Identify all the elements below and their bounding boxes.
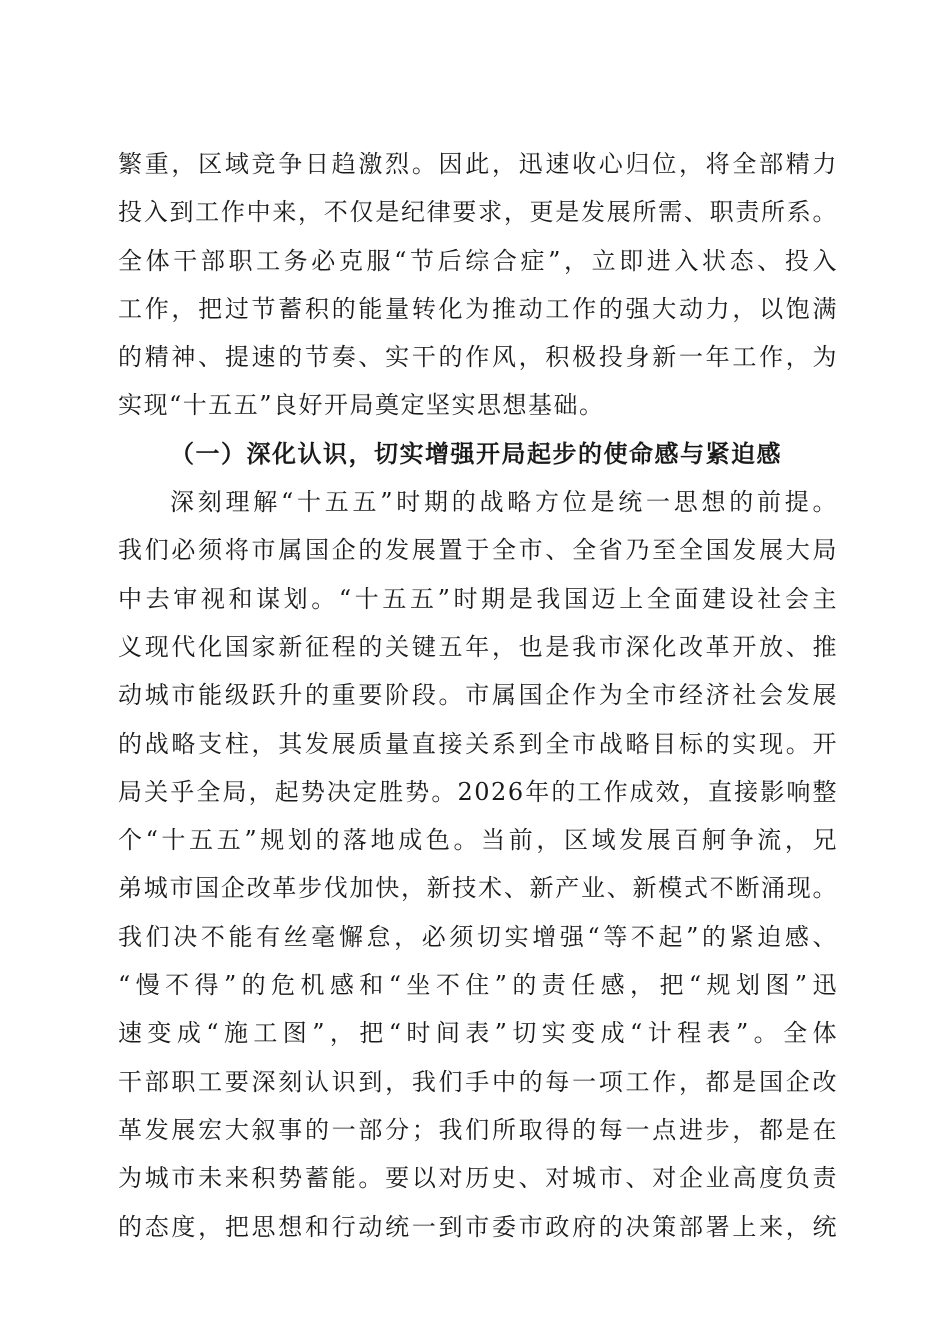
text-line: 革发展宏大叙事的一部分；我们所取得的每一点进步，都是在 — [118, 1115, 838, 1144]
text-line: 的战略支柱，其发展质量直接关系到全市战略目标的实现。开 — [118, 729, 838, 758]
text-line: 弟城市国企改革步伐加快，新技术、新产业、新模式不断涌现。 — [118, 874, 838, 903]
text-line: 为城市未来积势蓄能。要以对历史、对城市、对企业高度负责 — [118, 1164, 838, 1193]
text-line: 深刻理解“十五五”时期的战略方位是统一思想的前提。 — [170, 488, 838, 517]
text-line: 个“十五五”规划的落地成色。当前，区域发展百舸争流，兄 — [118, 826, 838, 855]
text-line: 繁重，区域竞争日趋激烈。因此，迅速收心归位，将全部精力 — [118, 150, 838, 178]
text-line: 的态度，把思想和行动统一到市委市政府的决策部署上来，统 — [118, 1212, 838, 1241]
text-line: “慢不得”的危机感和“坐不住”的责任感，把“规划图”迅 — [118, 971, 838, 1000]
text-line: 全体干部职工务必克服“节后综合症”，立即进入状态、投入 — [118, 246, 838, 275]
text-line: 速变成“施工图”，把“时间表”切实变成“计程表”。全体 — [118, 1019, 838, 1048]
text-line: 中去审视和谋划。“十五五”时期是我国迈上全面建设社会主 — [118, 584, 838, 613]
text-line: 局关乎全局，起势决定胜势。2026年的工作成效，直接影响整 — [118, 777, 838, 806]
text-line: 的精神、提速的节奏、实干的作风，积极投身新一年工作，为 — [118, 343, 838, 372]
paragraph-continuation — [118, 140, 838, 430]
text-line: 投入到工作中来，不仅是纪律要求，更是发展所需、职责所系。 — [118, 198, 838, 227]
section-heading: （一）深化认识，切实增强开局起步的使命感与紧迫感 — [170, 439, 782, 468]
paragraph-body — [118, 478, 838, 1251]
document-body — [118, 140, 838, 1251]
text-line: 工作，把过节蓄积的能量转化为推动工作的强大动力，以饱满 — [118, 294, 838, 323]
text-line: 我们决不能有丝毫懈怠，必须切实增强“等不起”的紧迫感、 — [118, 922, 838, 951]
text-line: 实现“十五五”良好开局奠定坚实思想基础。 — [118, 391, 605, 420]
text-line: 我们必须将市属国企的发展置于全市、全省乃至全国发展大局 — [118, 536, 838, 565]
text-line: 干部职工要深刻认识到，我们手中的每一项工作，都是国企改 — [118, 1067, 838, 1096]
text-line: 义现代化国家新征程的关键五年，也是我市深化改革开放、推 — [118, 632, 838, 661]
text-line: 动城市能级跃升的重要阶段。市属国企作为全市经济社会发展 — [118, 681, 838, 710]
